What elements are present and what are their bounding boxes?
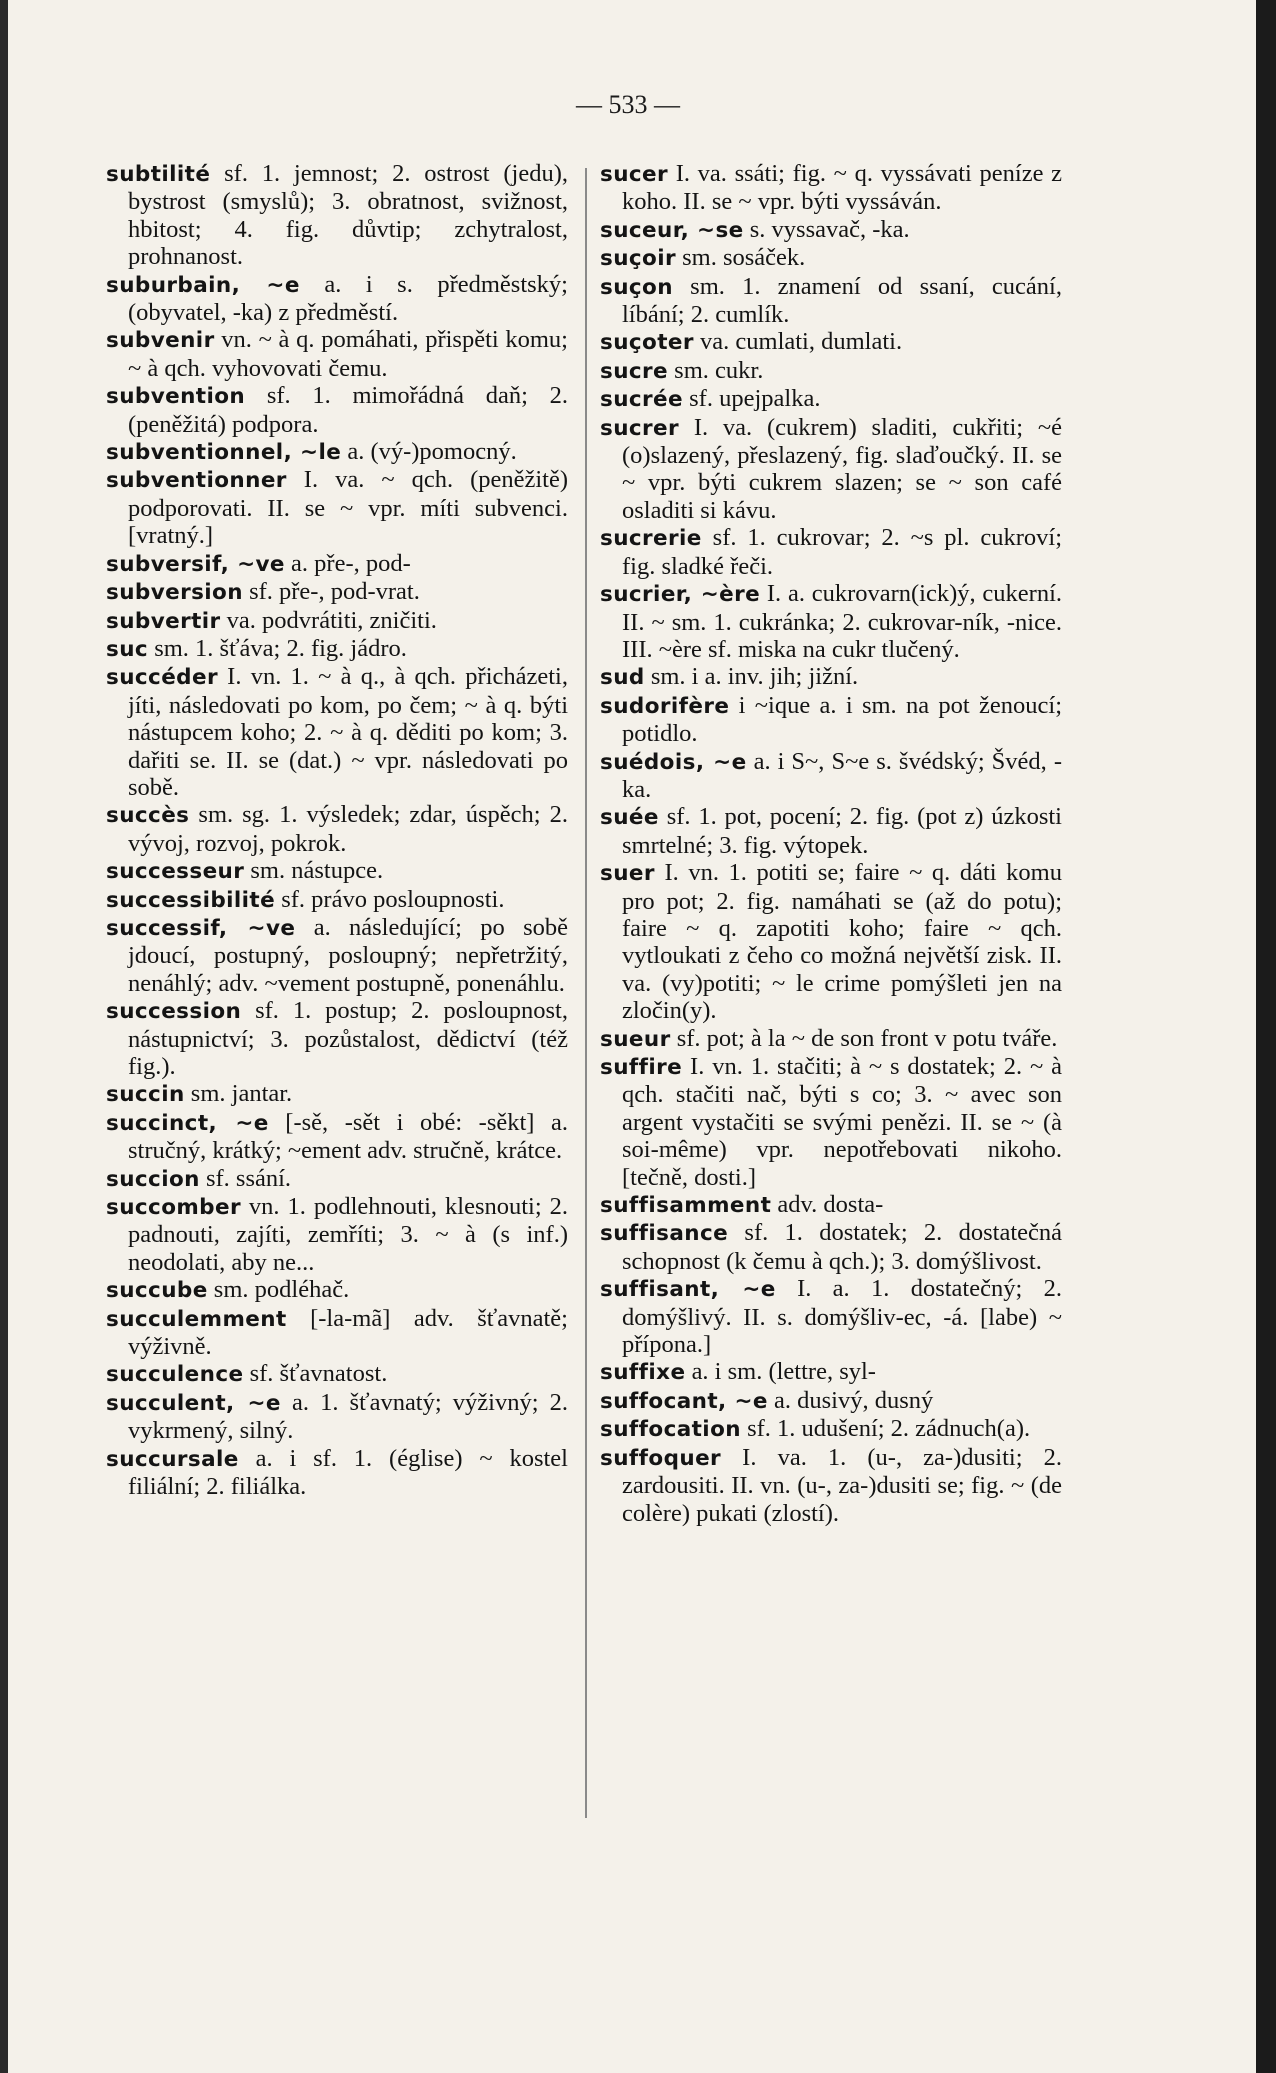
dictionary-entry	[600, 748, 1062, 804]
dictionary-entry	[106, 466, 568, 549]
entry-headword: suée	[600, 805, 659, 831]
entry-definition: sf. 1. cukrovar; 2. ~s pl. cukroví; fig. sladké řeči.	[622, 524, 1062, 580]
entry-headword: subvertir	[106, 608, 221, 634]
dictionary-entry	[600, 1358, 1062, 1386]
entry-headword: suc	[106, 636, 149, 662]
entry-headword: suffisamment	[600, 1193, 772, 1219]
dictionary-entry	[600, 273, 1062, 329]
entry-definition: sm. sosáček.	[676, 244, 806, 272]
entry-headword: succinct, ~e	[106, 1110, 269, 1136]
dictionary-entry	[600, 1444, 1062, 1527]
dictionary-entry	[106, 1445, 568, 1501]
dictionary-entry	[106, 160, 568, 271]
entry-definition: vn. 1. podlehnouti, klesnouti; 2. padnouti, zajíti, zemříti; 3. ~ à (s inf.) neodolati, aby ne...	[128, 1193, 568, 1276]
entry-headword: sucrer	[600, 415, 680, 441]
entry-headword: sucer	[600, 162, 669, 187]
dictionary-entry	[600, 328, 1062, 356]
entry-definition: sf. 1. dostatek; 2. dostatečná schopnost (k čemu à qch.); 3. domýšlivost.	[622, 1219, 1062, 1275]
entry-headword: subversif, ~ve	[106, 551, 285, 577]
entry-headword: subvention	[106, 384, 246, 410]
entry-headword: succube	[106, 1278, 208, 1304]
dictionary-entry	[106, 1305, 568, 1361]
entry-headword: suburbain, ~e	[106, 272, 300, 298]
entry-definition: I. a. 1. dostatečný; 2. domýšlivý. II. s. domýšliv-ec, -á. [labe) ~ přípona.]	[622, 1275, 1062, 1359]
entry-headword: suffocation	[600, 1417, 741, 1443]
entry-definition: a. (vý-)pomocný.	[341, 438, 517, 466]
entry-headword: suçon	[600, 274, 673, 300]
page-number: — 533 —	[576, 90, 680, 119]
entry-definition: I. vn. 1. stačiti; à ~ s dostatek; 2. ~ à qch. stačiti nač, býti s co; 3. ~ avec son argent vystačiti se svými penězi. II. se ~ (à soi-même) vpr. nepotřebovati nikoho. [tečně, dosti.]	[622, 1053, 1062, 1191]
page-edge-shadow	[1256, 0, 1276, 2073]
entry-headword: succion	[106, 1166, 200, 1192]
entry-definition: sm. jantar.	[184, 1080, 293, 1108]
dictionary-entry	[106, 1389, 568, 1445]
entry-definition: I. va. (cukrem) sladiti, cukřiti; ~é (o)slazený, přeslazený, fig. slaďoučký. II. se ~ vpr. býti cukrem slazen; se ~ son café osladiti si kávu.	[622, 413, 1062, 524]
entry-definition: a. i s. předměstský; (obyvatel, -ka) z předměstí.	[128, 270, 568, 327]
dictionary-entry	[600, 692, 1062, 748]
entry-definition: I. a. cukrovarn(ick)ý, cukerní. II. ~ sm. 1. cukránka; 2. cukrovar-ník, -nice. III. ~ère sf. miska na cukr tlučený.	[622, 580, 1062, 663]
dictionary-entry	[106, 857, 568, 885]
dictionary-entry	[600, 160, 1062, 216]
entry-definition: sf. 1. udušení; 2. zádnuch(a).	[740, 1415, 1031, 1443]
dictionary-entry	[106, 635, 568, 663]
entry-definition: va. podvrátiti, zničiti.	[220, 606, 437, 634]
dictionary-entry	[600, 216, 1062, 244]
dictionary-entry	[600, 414, 1062, 525]
entry-headword: suffire	[600, 1055, 683, 1080]
dictionary-entry	[600, 357, 1062, 385]
dictionary-entry	[106, 1109, 568, 1165]
entry-definition: a. následující; po sobě jdoucí, postupný, posloupný; nepřetržitý, nenáhlý; adv. ~vement postupně, ponenáhlu.	[128, 913, 568, 997]
entry-definition: sf. 1. postup; 2. posloupnost, nástupnictví; 3. pozůstalost, dědictví (též fig.).	[128, 997, 568, 1080]
dictionary-entry	[600, 1387, 1062, 1415]
dictionary-entry	[106, 607, 568, 635]
dictionary-entry	[600, 1415, 1062, 1443]
entry-definition: sf. právo posloupnosti.	[275, 885, 505, 913]
entry-definition: sf. ssání.	[199, 1164, 292, 1192]
right-column	[600, 160, 1062, 1527]
entry-definition: va. cumlati, dumlati.	[693, 328, 903, 356]
dictionary-entry	[106, 271, 568, 327]
entry-headword: subversion	[106, 580, 243, 606]
dictionary-entry	[600, 803, 1062, 859]
dictionary-entry	[106, 914, 568, 997]
entry-definition: s. vyssavač, -ka.	[743, 215, 910, 243]
entry-headword: succomber	[106, 1195, 241, 1221]
dictionary-page	[8, 0, 1256, 2073]
entry-definition: a. pře-, pod-	[284, 549, 411, 577]
dictionary-entry	[106, 1360, 568, 1388]
entry-definition: sf. pot; à la ~ de son front v potu tváře.	[670, 1024, 1058, 1052]
entry-definition: sm. i a. inv. jih; jižní.	[644, 663, 859, 691]
entry-headword: successif, ~ve	[106, 915, 296, 941]
entry-headword: suçoir	[600, 246, 676, 272]
entry-definition: I. va. 1. (u-, za-)dusiti; 2. zardousiti. II. vn. (u-, za-)dusiti se; fig. ~ (de colère) pukati (zlostí).	[622, 1443, 1062, 1527]
entry-headword: subventionner	[106, 468, 287, 494]
entry-headword: sucrier, ~ère	[600, 582, 761, 608]
entry-definition: I. va. ~ qch. (peněžitě) podporovati. II. se ~ vpr. míti subvenci. [vratný.]	[128, 466, 568, 550]
entry-headword: suffoquer	[600, 1445, 722, 1471]
entry-headword: succin	[106, 1082, 185, 1108]
dictionary-entry	[106, 550, 568, 578]
entry-definition: a. i sm. (lettre, syl-	[685, 1358, 876, 1386]
entry-definition: sf. 1. mimořádná daň; 2. (peněžitá) podpora.	[128, 382, 568, 438]
dictionary-entry	[106, 801, 568, 857]
entry-headword: suffocant, ~e	[600, 1388, 768, 1414]
entry-headword: subventionnel, ~le	[106, 440, 342, 466]
dictionary-entry	[600, 1025, 1062, 1053]
dictionary-entry	[106, 1080, 568, 1108]
entry-headword: succès	[106, 803, 190, 829]
dictionary-entry	[106, 1165, 568, 1193]
entry-headword: sucrée	[600, 387, 684, 413]
entry-definition: [-la-mã] adv. šťavnatě; výživně.	[128, 1304, 568, 1361]
entry-definition: sm. cukr.	[668, 356, 764, 384]
entry-headword: suer	[600, 861, 655, 887]
dictionary-entry	[106, 382, 568, 438]
dictionary-entry	[106, 1276, 568, 1304]
entry-headword: suédois, ~e	[600, 749, 747, 775]
dictionary-entry	[600, 524, 1062, 580]
entry-definition: sf. upejpalka.	[683, 385, 821, 413]
column-divider	[585, 168, 587, 1818]
dictionary-entry	[600, 1191, 1062, 1219]
dictionary-entry	[106, 663, 568, 801]
entry-headword: sueur	[600, 1026, 671, 1052]
entry-headword: sud	[600, 665, 645, 691]
entry-definition: sm. podléhač.	[207, 1276, 350, 1304]
entry-headword: subtilité	[106, 162, 211, 187]
entry-headword: sucre	[600, 358, 669, 384]
entry-definition: a. 1. šťavnatý; výživný; 2. vykrmený, silný.	[128, 1388, 568, 1445]
entry-headword: sucrerie	[600, 526, 702, 552]
entry-headword: suffisant, ~e	[600, 1277, 776, 1303]
entry-headword: suceur, ~se	[600, 217, 744, 243]
entry-headword: suçoter	[600, 330, 694, 356]
entry-headword: suffisance	[600, 1221, 729, 1247]
dictionary-entry	[106, 326, 568, 382]
entry-definition: I. vn. 1. ~ à q., à qch. přicházeti, jíti, následovati po kom, po čem; ~ à q. býti nástupcem koho; 2. ~ à q. děditi po kom; 3. dařiti se. II. se (dat.) ~ vpr. následovati po sobě.	[128, 663, 568, 801]
entry-headword: suffixe	[600, 1360, 686, 1386]
dictionary-entry	[106, 886, 568, 914]
entry-definition: sf. šťavnatost.	[243, 1360, 388, 1388]
entry-definition: [-sě, -sět i obé: -sěkt] a. stručný, krátký; ~ement adv. stručně, krátce.	[128, 1108, 569, 1165]
entry-definition: vn. ~ à q. pomáhati, přispěti komu; ~ à qch. vyhovovati čemu.	[128, 326, 568, 382]
dictionary-entry	[600, 244, 1062, 272]
entry-definition: sm. 1. znamení od ssaní, cucání, líbání; 2. cumlík.	[622, 272, 1062, 329]
entry-definition: I. va. ssáti; fig. ~ q. vyssávati peníze z koho. II. se ~ vpr. býti vyssáván.	[622, 160, 1062, 216]
dictionary-entry	[106, 438, 568, 466]
entry-headword: succession	[106, 999, 242, 1025]
entry-headword: successeur	[106, 859, 245, 885]
dictionary-entry	[106, 578, 568, 606]
entry-headword: successibilité	[106, 887, 276, 913]
entry-definition: sm. sg. 1. výsledek; zdar, úspěch; 2. vývoj, rozvoj, pokrok.	[128, 801, 568, 857]
entry-headword: succulence	[106, 1362, 244, 1388]
entry-headword: succursale	[106, 1446, 239, 1472]
entry-definition: sf. 1. pot, pocení; 2. fig. (pot z) úzkosti smrtelné; 3. fig. výtopek.	[622, 803, 1062, 859]
entry-definition: sf. 1. jemnost; 2. ostrost (jedu), bystrost (smyslů); 3. obratnost, svižnost, hbitost; 4. fig. důvtip; zchytralost, prohnanost.	[128, 160, 568, 271]
dictionary-entry	[600, 1219, 1062, 1275]
entry-definition: a. i sf. 1. (église) ~ kostel filiální; 2. filiálka.	[128, 1444, 568, 1501]
dictionary-entry	[106, 997, 568, 1080]
left-column	[106, 160, 568, 1501]
dictionary-entry	[600, 1053, 1062, 1191]
dictionary-entry	[600, 663, 1062, 691]
dictionary-entry	[106, 1193, 568, 1276]
entry-definition: sm. nástupce.	[244, 857, 384, 885]
entry-definition: sf. pře-, pod-vrat.	[242, 578, 420, 606]
entry-definition: I. vn. 1. potiti se; faire ~ q. dáti komu pro pot; 2. fig. namáhati se (až do potu); faire ~ q. zapotiti koho; faire ~ qch. vytloukati z čeho co možná největší zisk. II. va. (vy)potiti; ~ le crime pomýšleti jen na zločin(y).	[622, 859, 1062, 1025]
dictionary-entry	[600, 385, 1062, 413]
entry-definition: i ~ique a. i sm. na pot ženoucí; potidlo.	[622, 691, 1062, 748]
entry-headword: succéder	[106, 665, 218, 691]
entry-definition: sm. 1. šťáva; 2. fig. jádro.	[148, 634, 407, 662]
dictionary-entry	[600, 859, 1062, 1024]
entry-headword: succulent, ~e	[106, 1390, 281, 1416]
dictionary-entry	[600, 580, 1062, 663]
entry-definition: a. dusivý, dusný	[767, 1386, 934, 1414]
entry-definition: a. i S~, S~e s. švédský; Švéd, -ka.	[622, 747, 1062, 803]
entry-headword: subvenir	[106, 328, 215, 354]
entry-headword: sudorifère	[600, 693, 730, 719]
dictionary-entry	[600, 1275, 1062, 1358]
entry-headword: succulemment	[106, 1306, 287, 1332]
entry-definition: adv. dosta-	[771, 1191, 884, 1219]
